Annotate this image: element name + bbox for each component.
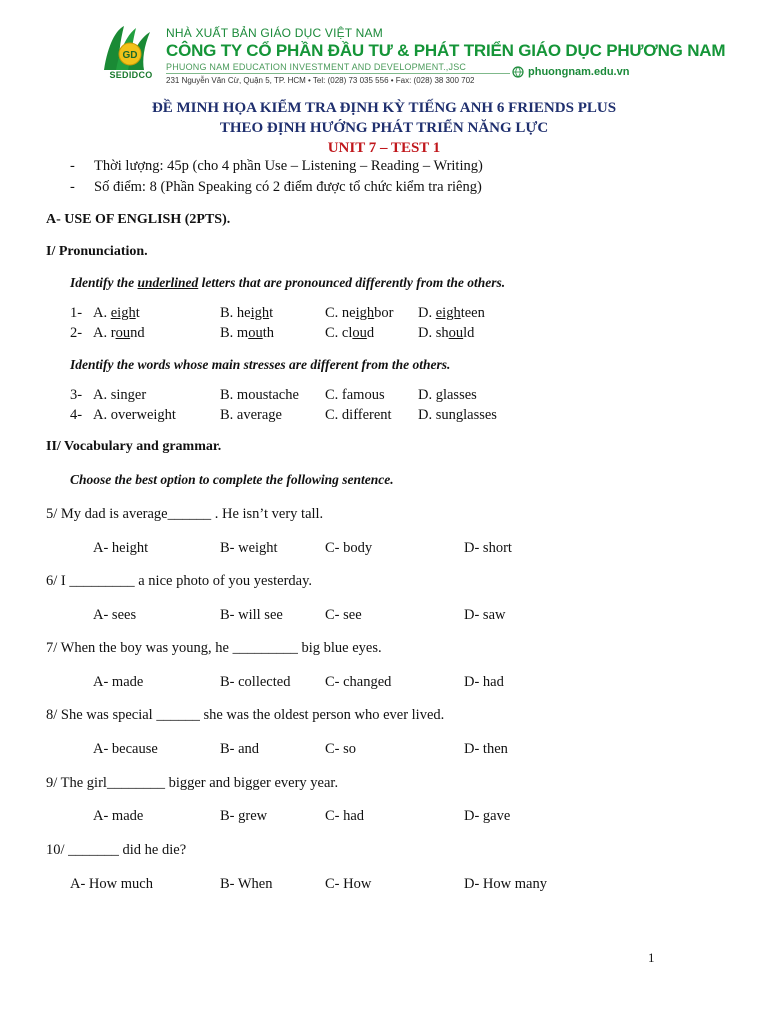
header-divider — [166, 73, 510, 74]
option-a: A. eight — [93, 305, 140, 321]
option-d: D. sunglasses — [418, 407, 497, 423]
option-d: D. should — [418, 325, 475, 341]
question-7-text: 7/ When the boy was young, he _________ big blue eyes. — [46, 640, 382, 656]
option-d: D. eighteen — [418, 305, 485, 321]
instruction-text: Identify the — [70, 275, 138, 290]
option-c: C. famous — [325, 387, 385, 403]
option-a: A- made — [93, 808, 144, 824]
exam-title: ĐỀ MINH HỌA KIỂM TRA ĐỊNH KỲ TIẾNG ANH 6 FRIENDS PLUS — [151, 100, 617, 116]
globe-icon — [512, 66, 524, 78]
bullet-dash: - — [70, 158, 75, 174]
underlined-word: underlined — [137, 275, 199, 290]
company-name: CÔNG TY CỔ PHẦN ĐẦU TƯ & PHÁT TRIỂN GIÁO DỤC PHƯƠNG NAM — [166, 41, 726, 60]
option-b: B. average — [220, 407, 282, 423]
option-a: A- sees — [93, 607, 137, 623]
option-c: C. different — [325, 407, 392, 423]
page-number: 1 — [648, 950, 655, 965]
question-number: 3- — [70, 387, 83, 403]
question-6-text: 6/ I _________ a nice photo of you yesterday. — [46, 573, 313, 589]
option-a: A. round — [93, 325, 145, 341]
option-b: B- collected — [220, 674, 291, 690]
vocabulary-heading: II/ Vocabulary and grammar. — [46, 439, 222, 454]
option-b: B. moustache — [220, 387, 299, 403]
pronunciation-heading: I/ Pronunciation. — [46, 244, 148, 259]
question-2 — [0, 325, 768, 345]
option-a: A- because — [93, 741, 158, 757]
score-info — [70, 179, 482, 196]
question-8-options — [0, 741, 768, 761]
question-10-text: 10/ _______ did he die? — [46, 842, 187, 858]
question-9-text: 9/ The girl________ bigger and bigger every year. — [46, 775, 339, 791]
publisher-header — [98, 22, 726, 92]
option-d: D- How many — [464, 876, 547, 892]
option-a: A- How much — [70, 876, 153, 892]
duration-text: Thời lượng: 45p (cho 4 phần Use – Listening – Reading – Writing) — [94, 158, 483, 174]
option-d: D- then — [464, 741, 508, 757]
exam-subtitle: THEO ĐỊNH HƯỚNG PHÁT TRIỂN NĂNG LỰC — [219, 120, 549, 136]
option-d: D- short — [464, 540, 512, 556]
option-a: A- made — [93, 674, 144, 690]
option-c: C- so — [325, 741, 357, 757]
question-number: 1- — [70, 305, 83, 321]
question-5-text: 5/ My dad is average______ . He isn’t very tall. — [46, 506, 324, 522]
vocabulary-instruction: Choose the best option to complete the following sentence. — [70, 472, 394, 487]
question-number: 4- — [70, 407, 83, 423]
option-b: B. height — [220, 305, 274, 321]
logo-wordmark: SEDIDCO — [109, 70, 153, 80]
option-c: C- see — [325, 607, 362, 623]
section-a-heading: A- USE OF ENGLISH (2PTS). — [46, 212, 231, 227]
option-c: C- changed — [325, 674, 392, 690]
option-d: D- gave — [464, 808, 511, 824]
question-number: 2- — [70, 325, 83, 341]
option-c: C. cloud — [325, 325, 375, 341]
option-b: B- grew — [220, 808, 268, 824]
instruction-text: letters that are pronounced differently from the others. — [198, 275, 506, 290]
question-8-text: 8/ She was special ______ she was the oldest person who ever lived. — [46, 707, 445, 723]
option-c: C- had — [325, 808, 365, 824]
question-3 — [0, 387, 768, 407]
unit-title: UNIT 7 – TEST 1 — [327, 140, 441, 156]
option-a: A- height — [93, 540, 149, 556]
company-address: 231 Nguyễn Văn Cừ, Quận 5, TP. HCM • Tel: (028) 73 035 556 • Fax: (028) 38 300 702 — [166, 76, 475, 85]
option-b: B- and — [220, 741, 260, 757]
stress-instruction: Identify the words whose main stresses are different from the others. — [70, 357, 451, 372]
question-7-options — [0, 674, 768, 694]
bullet-dash: - — [70, 179, 75, 195]
question-9-options — [0, 808, 768, 828]
question-5-options — [0, 540, 768, 560]
question-4 — [0, 407, 768, 427]
company-name-english: PHUONG NAM EDUCATION INVESTMENT AND DEVELOPMENT.,JSC — [166, 62, 467, 72]
option-c: C. neighbor — [325, 305, 394, 321]
question-1 — [0, 305, 768, 325]
option-b: B. mouth — [220, 325, 274, 341]
logo-initials: GD — [122, 50, 138, 61]
question-6-options — [0, 607, 768, 627]
score-text: Số điểm: 8 (Phần Speaking có 2 điểm được tổ chức kiểm tra riêng) — [94, 179, 482, 195]
option-a: A. overweight — [93, 407, 176, 423]
option-a: A. singer — [93, 387, 147, 403]
option-d: D- saw — [464, 607, 506, 623]
option-b: B- When — [220, 876, 273, 892]
company-logo-icon — [102, 24, 158, 72]
option-b: B- will see — [220, 607, 283, 623]
option-b: B- weight — [220, 540, 278, 556]
website-link[interactable]: phuongnam.edu.vn — [528, 66, 630, 78]
publisher-name: NHÀ XUẤT BẢN GIÁO DỤC VIỆT NAM — [166, 26, 383, 40]
pronunciation-instruction — [70, 275, 505, 291]
question-10-options — [0, 876, 768, 896]
option-c: C- How — [325, 876, 372, 892]
option-d: D- had — [464, 674, 504, 690]
option-c: C- body — [325, 540, 373, 556]
duration-info — [70, 158, 483, 175]
option-d: D. glasses — [418, 387, 477, 403]
